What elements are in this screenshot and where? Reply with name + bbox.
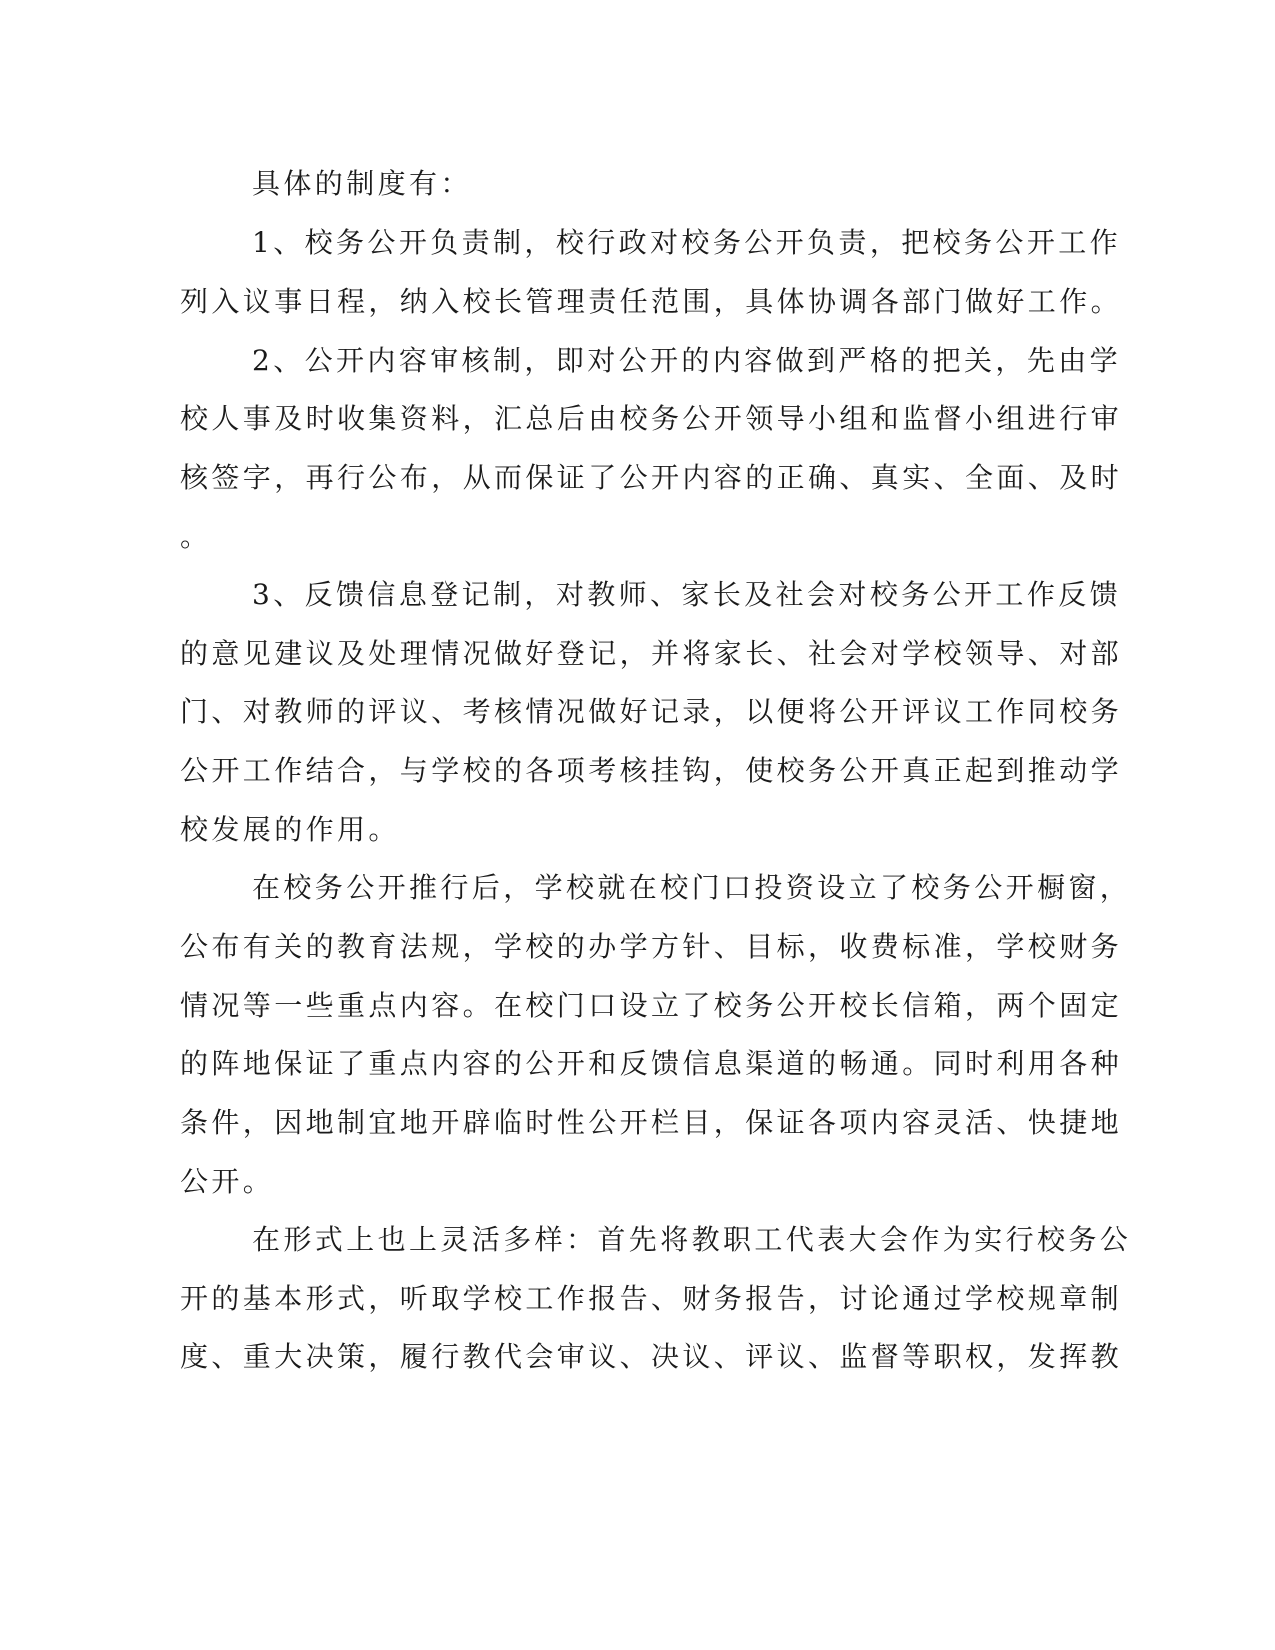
- text-line: 的阵地保证了重点内容的公开和反馈信息渠道的畅通。同时利用各种: [180, 1047, 1123, 1080]
- text-line: 的意见建议及处理情况做好登记，并将家长、社会对学校领导、对部: [180, 637, 1123, 670]
- text-line: 2、公开内容审核制，即对公开的内容做到严格的把关，先由学: [252, 344, 1122, 377]
- text-line: 在校务公开推行后，学校就在校门口投资设立了校务公开橱窗，: [252, 871, 1132, 904]
- text-line: 1、校务公开负责制，校行政对校务公开负责，把校务公开工作: [252, 226, 1122, 259]
- text-line: 公开。: [180, 1165, 275, 1198]
- text-line: 具体的制度有：: [252, 167, 472, 200]
- text-line: 情况等一些重点内容。在校门口设立了校务公开校长信箱，两个固定: [180, 989, 1123, 1022]
- text-line: 度、重大决策，履行教代会审议、决议、评议、监督等职权，发挥教: [180, 1340, 1123, 1373]
- text-line: 核签字，再行公布，从而保证了公开内容的正确、真实、全面、及时: [180, 461, 1123, 494]
- text-line: 开的基本形式，听取学校工作报告、财务报告，讨论通过学校规章制: [180, 1282, 1123, 1315]
- text-line: 3、反馈信息登记制，对教师、家长及社会对校务公开工作反馈: [252, 578, 1122, 611]
- text-line: 公布有关的教育法规，学校的办学方针、目标，收费标准，学校财务: [180, 930, 1123, 963]
- text-line: 。: [180, 520, 212, 553]
- text-line: 条件，因地制宜地开辟临时性公开栏目，保证各项内容灵活、快捷地: [180, 1106, 1123, 1139]
- text-line: 列入议事日程，纳入校长管理责任范围，具体协调各部门做好工作。: [180, 285, 1123, 318]
- text-line: 门、对教师的评议、考核情况做好记录，以便将公开评议工作同校务: [180, 695, 1123, 728]
- text-line: 在形式上也上灵活多样：首先将教职工代表大会作为实行校务公: [252, 1223, 1132, 1256]
- text-line: 校人事及时收集资料，汇总后由校务公开领导小组和监督小组进行审: [180, 402, 1123, 435]
- text-line: 公开工作结合，与学校的各项考核挂钩，使校务公开真正起到推动学: [180, 754, 1123, 787]
- text-line: 校发展的作用。: [180, 813, 400, 846]
